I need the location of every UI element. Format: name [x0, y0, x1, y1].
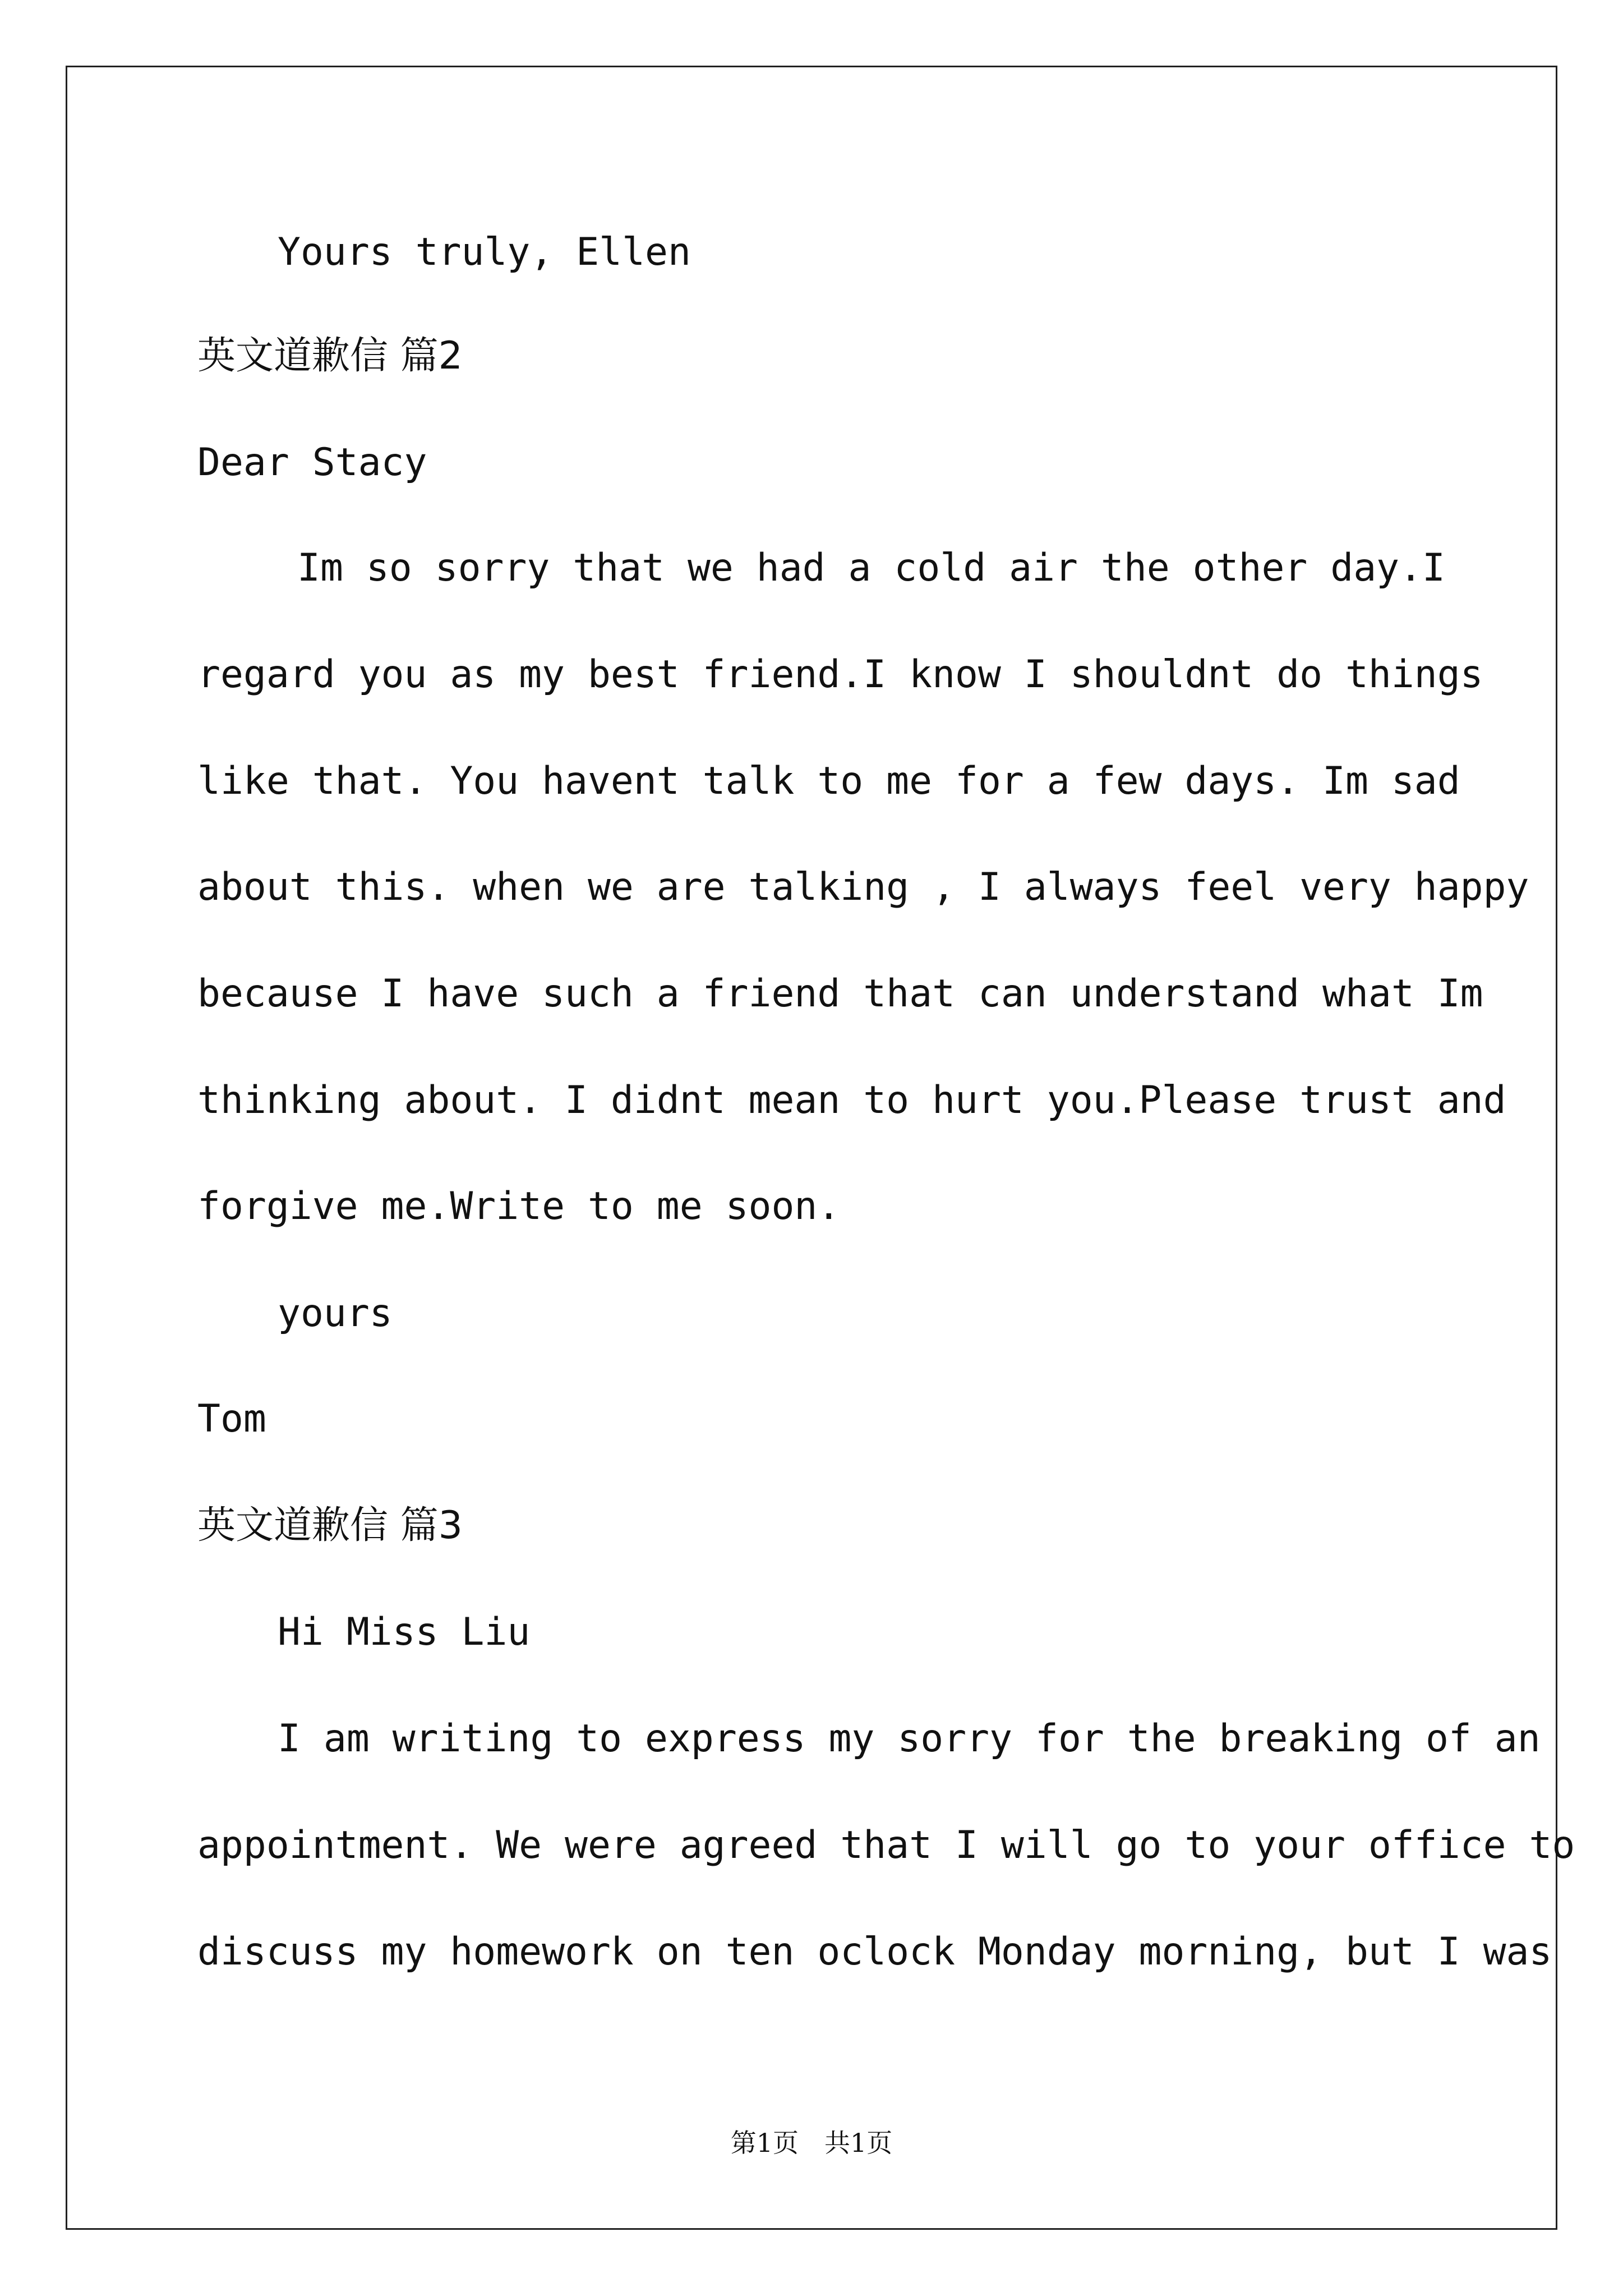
page-border: [66, 66, 1575, 2230]
section-heading-2: 英文道歉信 篇2: [197, 334, 463, 378]
page-footer: 第1页 共1页: [730, 2128, 893, 2158]
section-heading-3: 英文道歉信 篇3: [197, 1503, 463, 1548]
paragraph-line: thinking about. I didnt mean to hurt you.Please trust and: [197, 1078, 1506, 1122]
paragraph-line: regard you as my best friend.I know I shouldnt do things: [197, 652, 1483, 697]
paragraph-line: appointment. We were agreed that I will go to your office to: [197, 1823, 1575, 1867]
paragraph-line: about this. when we are talking , I always feel very happy: [197, 865, 1529, 909]
paragraph-line: like that. You havent talk to me for a few days. Im sad: [197, 759, 1460, 803]
signature-line: Tom: [197, 1397, 266, 1441]
paragraph-line: forgive me.Write to me soon.: [197, 1184, 841, 1228]
paragraph-line: I am writing to express my sorry for the breaking of an: [278, 1717, 1541, 1761]
paragraph-line: discuss my homework on ten oclock Monday morning, but I was: [197, 1930, 1552, 1974]
paragraph-line: Im so sorry that we had a cold air the other day.I: [297, 546, 1445, 590]
closing-line: yours: [278, 1291, 393, 1336]
closing-line: Yours truly, Ellen: [278, 230, 691, 274]
paragraph-line: because I have such a friend that can understand what Im: [197, 972, 1483, 1016]
salutation: Dear Stacy: [197, 440, 427, 485]
salutation: Hi Miss Liu: [278, 1610, 531, 1654]
